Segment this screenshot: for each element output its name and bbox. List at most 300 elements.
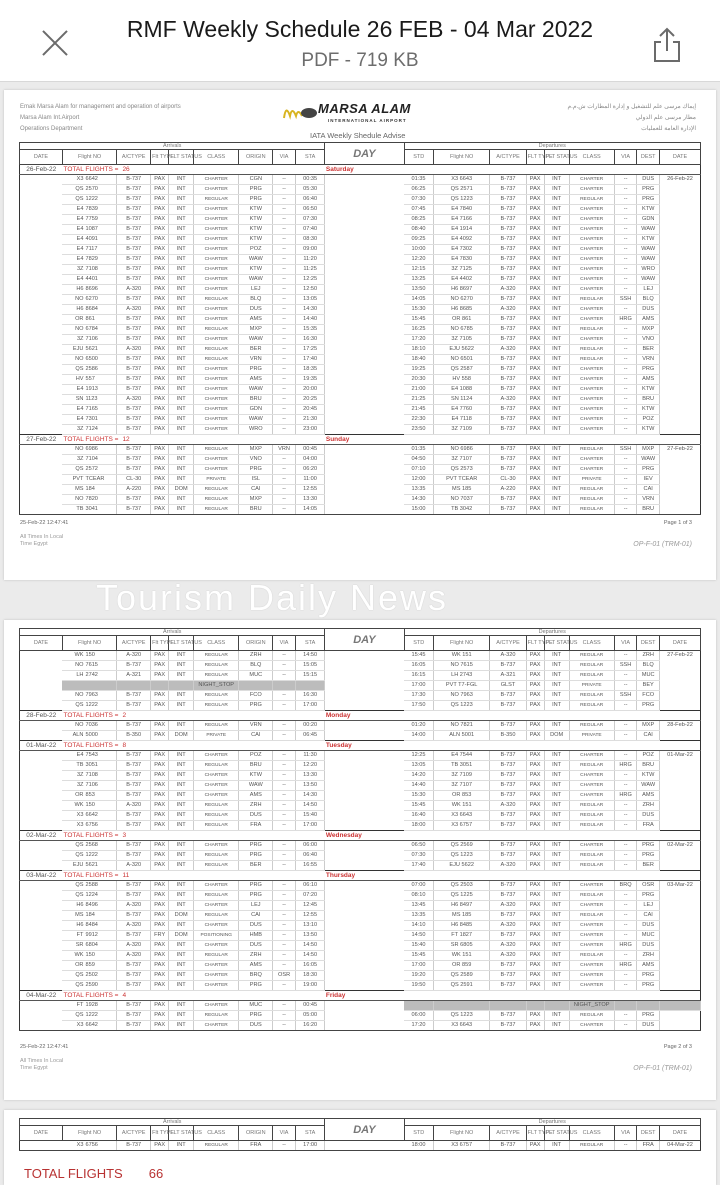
arr-flight-no [62, 1021, 116, 1031]
dep-dest: MXP [637, 325, 660, 335]
day-cell [325, 225, 404, 235]
dep-via: -- [614, 841, 637, 851]
day-cell [325, 485, 404, 495]
dep-flt-status: INT [544, 265, 569, 275]
flight-row [20, 485, 701, 495]
dep-date-cell: 02-Mar-22 [660, 841, 701, 851]
arr-via: -- [273, 671, 296, 681]
dep-std: 07:30 [404, 195, 433, 205]
dep-aircraft: B-737 [490, 455, 526, 465]
dep-flt-status: INT [544, 285, 569, 295]
dep-flt-status: INT [544, 781, 569, 791]
dep-class: REGULAR [569, 701, 614, 711]
date-group-row [20, 741, 701, 751]
arr-date-cell [20, 851, 63, 861]
arr-airline-code: QS [75, 1012, 84, 1018]
dep-flt-status: INT [544, 1141, 569, 1151]
dep-flt-type: PAX [526, 265, 544, 275]
arr-class: PRIVATE [194, 475, 239, 485]
dep-via: -- [614, 701, 637, 711]
arr-flight-no [62, 245, 116, 255]
arr-origin: BLQ [239, 661, 273, 671]
day-cell [325, 505, 404, 515]
dep-aircraft: A-321 [490, 671, 526, 681]
day-cell [325, 365, 404, 375]
dep-aircraft: B-737 [490, 255, 526, 265]
share-icon[interactable] [650, 26, 684, 64]
day-cell [325, 215, 404, 225]
dep-flight-no: QS 2589 [433, 971, 490, 981]
arr-flight-number: 8684 [85, 306, 98, 312]
dep-col-header: CLASS [569, 1126, 614, 1141]
dep-aircraft: B-737 [490, 465, 526, 475]
dep-date-cell [660, 851, 701, 861]
arr-flt-status: INT [169, 841, 194, 851]
dep-date-cell [660, 335, 701, 345]
arr-origin: PRG [239, 195, 273, 205]
dep-date-cell [660, 671, 701, 681]
dep-class: REGULAR [569, 861, 614, 871]
arr-flight-number: 9912 [85, 932, 98, 938]
arr-via: -- [273, 415, 296, 425]
arr-flt-type: PAX [151, 721, 169, 731]
dep-date-cell [660, 801, 701, 811]
arr-aircraft: B-737 [117, 771, 151, 781]
arr-flt-status: INT [169, 761, 194, 771]
arrivals-header: Arrivals [20, 629, 325, 636]
arr-class: REGULAR [194, 295, 239, 305]
dep-flt-type: PAX [526, 465, 544, 475]
arr-flight-number: 7543 [85, 752, 98, 758]
flight-row [20, 325, 701, 335]
dep-std: 06:00 [404, 1011, 433, 1021]
dep-class: CHARTER [569, 1021, 614, 1031]
arrivals-header: Arrivals [20, 1119, 325, 1126]
arr-flt-type: PAX [151, 225, 169, 235]
arr-flt-type: PAX [151, 495, 169, 505]
arr-flight-no [62, 495, 116, 505]
dep-dest: KTW [637, 205, 660, 215]
arr-airline-code: QS [75, 466, 84, 472]
dep-date-cell [660, 931, 701, 941]
arr-aircraft: B-737 [117, 235, 151, 245]
date-group-row [20, 871, 701, 881]
arr-class: CHARTER [194, 245, 239, 255]
arr-flt-type: PAX [151, 891, 169, 901]
arr-sta: 05:00 [295, 1011, 325, 1021]
arr-class: CHARTER [194, 205, 239, 215]
arr-flt-status: INT [169, 395, 194, 405]
arr-via: -- [273, 175, 296, 185]
night-stop-cell [490, 1001, 526, 1011]
arr-sta: 06:40 [295, 851, 325, 861]
dep-flt-type: PAX [526, 505, 544, 515]
dep-aircraft: A-320 [490, 861, 526, 871]
dep-flt-type: PAX [526, 185, 544, 195]
arr-sta: 06:20 [295, 465, 325, 475]
dep-via: -- [614, 505, 637, 515]
total-flights-label: TOTAL FLIGHTS = [63, 992, 119, 999]
dep-class: REGULAR [569, 195, 614, 205]
arr-flt-type: PAX [151, 485, 169, 495]
dep-col-header: FLT TYPE [526, 636, 544, 651]
arr-class: REGULAR [194, 325, 239, 335]
arr-aircraft: B-737 [117, 1001, 151, 1011]
dep-col-header: VIA [614, 1126, 637, 1141]
dep-via: -- [614, 275, 637, 285]
arr-aircraft: B-737 [117, 851, 151, 861]
arr-origin: PRG [239, 841, 273, 851]
dep-via: -- [614, 375, 637, 385]
arr-date-cell [20, 801, 63, 811]
dep-flt-status: INT [544, 195, 569, 205]
schedule-table [19, 628, 701, 1031]
arr-flight-no [62, 671, 116, 681]
dep-via: -- [614, 1021, 637, 1031]
arr-flight-number: 1928 [85, 1002, 98, 1008]
day-cell [325, 931, 404, 941]
arr-via: -- [273, 305, 296, 315]
dep-dest: PRG [637, 1011, 660, 1021]
dep-dest: KTW [637, 771, 660, 781]
arr-via: -- [273, 931, 296, 941]
header-group-row [20, 143, 701, 150]
dep-flight-no: EJU 5622 [433, 861, 490, 871]
arr-flt-status: INT [169, 475, 194, 485]
arr-date-cell [20, 375, 63, 385]
dep-via: HRG [614, 761, 637, 771]
dep-flt-type: PAX [526, 941, 544, 951]
dep-date-cell [660, 305, 701, 315]
arr-flight-no [62, 941, 116, 951]
day-cell [325, 771, 404, 781]
day-cell [325, 205, 404, 215]
arr-flt-type: PAX [151, 1001, 169, 1011]
arr-flt-type: PAX [151, 265, 169, 275]
arr-class: CHARTER [194, 465, 239, 475]
dep-class: PRIVATE [569, 475, 614, 485]
dep-class: CHARTER [569, 175, 614, 185]
arr-flt-type: PAX [151, 375, 169, 385]
arr-col-header: CLASS [194, 150, 239, 165]
dep-flt-type: PAX [526, 751, 544, 761]
arr-col-header: Flt TYPE [151, 1126, 169, 1141]
dep-via: -- [614, 345, 637, 355]
arr-origin: BRU [239, 395, 273, 405]
dep-date-cell [660, 811, 701, 821]
arr-sta: 12:45 [295, 901, 325, 911]
arr-class: REGULAR [194, 651, 239, 661]
arr-flight-no [62, 751, 116, 761]
arr-origin: WAW [239, 385, 273, 395]
arr-via: -- [273, 235, 296, 245]
dep-std: 15:40 [404, 941, 433, 951]
dep-flt-status: INT [544, 931, 569, 941]
dep-col-header: CLASS [569, 636, 614, 651]
arr-flt-type: PAX [151, 405, 169, 415]
arr-flight-number: 859 [85, 962, 95, 968]
arr-airline-code: QS [75, 186, 84, 192]
arr-flight-number: 5621 [85, 862, 98, 868]
dep-flt-status: INT [544, 495, 569, 505]
day-cell [325, 375, 404, 385]
arr-airline-code: EJU [72, 862, 84, 868]
arr-flight-no [62, 325, 116, 335]
arr-flight-no [62, 811, 116, 821]
arr-flight-number: 7106 [85, 336, 98, 342]
arr-aircraft: A-320 [117, 901, 151, 911]
arr-flt-type: PAX [151, 781, 169, 791]
arr-date-cell [20, 205, 63, 215]
arr-flt-type: PAX [151, 821, 169, 831]
dep-via: HRG [614, 961, 637, 971]
dep-date-cell [660, 891, 701, 901]
arr-flt-status: INT [169, 275, 194, 285]
dep-col-header: DATE [660, 1126, 701, 1141]
arr-via: -- [273, 721, 296, 731]
arr-sta: 17:00 [295, 701, 325, 711]
arr-aircraft: B-737 [117, 721, 151, 731]
dep-dest: AMS [637, 791, 660, 801]
dep-aircraft: B-737 [490, 1141, 526, 1151]
arr-class: CHARTER [194, 365, 239, 375]
dep-flight-no: NO 7963 [433, 691, 490, 701]
arr-sta: 14:30 [295, 305, 325, 315]
dep-dest: MXP [637, 721, 660, 731]
flight-row [20, 661, 701, 671]
dep-col-header: DATE [660, 636, 701, 651]
arr-flt-type: PAX [151, 335, 169, 345]
dep-flt-status: INT [544, 295, 569, 305]
arr-flt-type: PAX [151, 425, 169, 435]
day-cell [325, 405, 404, 415]
dep-std: 06:50 [404, 841, 433, 851]
dep-dest: BLQ [637, 661, 660, 671]
day-cell [325, 891, 404, 901]
dep-flt-type: PAX [526, 225, 544, 235]
arr-via: -- [273, 365, 296, 375]
dep-aircraft: B-737 [490, 335, 526, 345]
dep-std: 17:00 [404, 681, 433, 691]
arr-flight-no [62, 455, 116, 465]
arr-via: -- [273, 455, 296, 465]
dep-flt-status: INT [544, 395, 569, 405]
dep-flt-status: INT [544, 971, 569, 981]
night-stop-cell [62, 681, 116, 691]
arr-col-header: Flt TYPE [151, 636, 169, 651]
arabic-line: إيماك مرسى علم للتشغيل و إدارة المطارات ش.م.م [567, 104, 696, 110]
flight-row [20, 365, 701, 375]
arr-aircraft: B-737 [117, 375, 151, 385]
dep-flight-no: QS 1223 [433, 1011, 490, 1021]
arr-flight-number: 150 [85, 652, 95, 658]
dep-via: -- [614, 475, 637, 485]
day-cell [325, 255, 404, 265]
arr-class: CHARTER [194, 1021, 239, 1031]
dep-flt-status: INT [544, 485, 569, 495]
arr-flt-type: PAX [151, 345, 169, 355]
arr-sta: 16:20 [295, 1021, 325, 1031]
dep-aircraft: B-737 [490, 315, 526, 325]
arr-airline-code: E4 [76, 246, 84, 252]
day-cell [325, 681, 404, 691]
day-cell [325, 721, 404, 731]
date-group-row [20, 831, 701, 841]
dep-via: -- [614, 395, 637, 405]
dep-aircraft: B-737 [490, 851, 526, 861]
dep-flt-type: PAX [526, 355, 544, 365]
arr-date-cell [20, 445, 63, 455]
dep-dest: KTW [637, 425, 660, 435]
arr-sta: 04:00 [295, 455, 325, 465]
total-flights-count: 4 [122, 992, 127, 999]
dep-dest: OSR [637, 881, 660, 891]
arr-flt-status: INT [169, 235, 194, 245]
arr-aircraft: B-737 [117, 841, 151, 851]
dep-class: REGULAR [569, 345, 614, 355]
arr-flight-number: 3041 [85, 506, 98, 512]
arr-flt-status: INT [169, 981, 194, 991]
dep-flt-type: PAX [526, 861, 544, 871]
arr-col-header: ORIGIN [239, 1126, 273, 1141]
dep-flight-no: MS 185 [433, 485, 490, 495]
dep-class: CHARTER [569, 781, 614, 791]
schedule-table [19, 142, 701, 515]
total-flights [62, 871, 324, 881]
arr-flt-status: INT [169, 971, 194, 981]
dep-std: 08:25 [404, 215, 433, 225]
arr-origin: LEJ [239, 285, 273, 295]
arr-sta: 07:20 [295, 891, 325, 901]
dep-class: REGULAR [569, 911, 614, 921]
dep-flt-type: PAX [526, 325, 544, 335]
arr-col-header: A/CTYPE [117, 636, 151, 651]
dep-date-cell [660, 325, 701, 335]
dep-date-cell [660, 485, 701, 495]
day-cell [325, 295, 404, 305]
arr-class: CHARTER [194, 961, 239, 971]
airport-logo-icon [282, 102, 316, 122]
arr-flt-status: INT [169, 951, 194, 961]
arr-class: CHARTER [194, 265, 239, 275]
arr-via: -- [273, 275, 296, 285]
dep-dest: PRG [637, 981, 660, 991]
arr-origin: FRA [239, 1141, 273, 1151]
arr-flt-type: PAX [151, 255, 169, 265]
dep-via: -- [614, 465, 637, 475]
arr-date-cell [20, 495, 63, 505]
arr-airline-code: MS [75, 486, 84, 492]
arr-flight-no [62, 891, 116, 901]
arr-flight-number: 7036 [85, 722, 98, 728]
dep-flight-no: E4 7302 [433, 245, 490, 255]
dep-flight-no: 3Z 7107 [433, 781, 490, 791]
dep-std: 13:25 [404, 275, 433, 285]
arr-origin: MXP [239, 325, 273, 335]
dep-std: 18:10 [404, 345, 433, 355]
group-date: 03-Mar-22 [20, 871, 63, 881]
dep-std: 13:35 [404, 485, 433, 495]
flight-row [20, 941, 701, 951]
dep-flight-no: PVT TCEAR [433, 475, 490, 485]
arr-flight-number: 184 [85, 912, 95, 918]
dep-flight-no: QS 2591 [433, 981, 490, 991]
dep-aircraft: B-737 [490, 205, 526, 215]
dep-via: -- [614, 931, 637, 941]
arr-flt-type: PAX [151, 701, 169, 711]
arr-date-cell [20, 405, 63, 415]
arr-sta: 18:30 [295, 971, 325, 981]
arr-airline-code: H6 [76, 902, 84, 908]
arr-flight-number: 7839 [85, 206, 98, 212]
dep-aircraft: B-737 [490, 325, 526, 335]
day-cell [325, 445, 404, 455]
flight-row [20, 681, 701, 691]
dep-aircraft: A-320 [490, 345, 526, 355]
total-flights [62, 741, 324, 751]
arr-via: -- [273, 821, 296, 831]
arr-aircraft: B-737 [117, 751, 151, 761]
arr-flight-number: 6642 [85, 812, 98, 818]
arr-origin: MXP [239, 445, 273, 455]
dep-flt-status: INT [544, 205, 569, 215]
dep-flt-type: PAX [526, 801, 544, 811]
arr-class: CHARTER [194, 215, 239, 225]
dep-flt-type: PAX [526, 921, 544, 931]
arr-class: POSITIONING [194, 931, 239, 941]
dep-date-cell [660, 405, 701, 415]
arr-date-cell [20, 255, 63, 265]
dep-via: -- [614, 751, 637, 761]
dep-std: 13:05 [404, 761, 433, 771]
day-cell [325, 275, 404, 285]
dep-date-cell: 27-Feb-22 [660, 651, 701, 661]
flight-row [20, 851, 701, 861]
arr-sta: 12:25 [295, 275, 325, 285]
arr-airline-code: OR [75, 316, 84, 322]
day-name: Saturday [325, 165, 701, 175]
arr-class: REGULAR [194, 195, 239, 205]
dep-dest: CAI [637, 485, 660, 495]
dep-aircraft: B-737 [490, 1021, 526, 1031]
header-group-row [20, 1119, 701, 1126]
day-cell [325, 285, 404, 295]
tz-line: All Times In Local [20, 1058, 64, 1064]
dep-flight-no: SN 1124 [433, 395, 490, 405]
arr-flt-type: PAX [151, 205, 169, 215]
dep-std: 07:00 [404, 881, 433, 891]
dep-via: -- [614, 495, 637, 505]
dep-flight-no: QS 2503 [433, 881, 490, 891]
dep-dest: CAI [637, 911, 660, 921]
arr-via: -- [273, 811, 296, 821]
dep-flt-status: INT [544, 375, 569, 385]
arr-sta: 06:40 [295, 195, 325, 205]
arr-date-cell [20, 275, 63, 285]
day-cell [325, 425, 404, 435]
dep-aircraft: B-737 [490, 691, 526, 701]
arr-airline-code: E4 [76, 406, 84, 412]
dep-flt-type: PAX [526, 961, 544, 971]
arr-class: REGULAR [194, 891, 239, 901]
arr-aircraft: A-320 [117, 651, 151, 661]
arr-via: -- [273, 185, 296, 195]
dep-flt-status: INT [544, 681, 569, 691]
dep-via: -- [614, 205, 637, 215]
close-icon[interactable] [38, 26, 72, 60]
dep-class: REGULAR [569, 851, 614, 861]
dep-aircraft: B-737 [490, 365, 526, 375]
